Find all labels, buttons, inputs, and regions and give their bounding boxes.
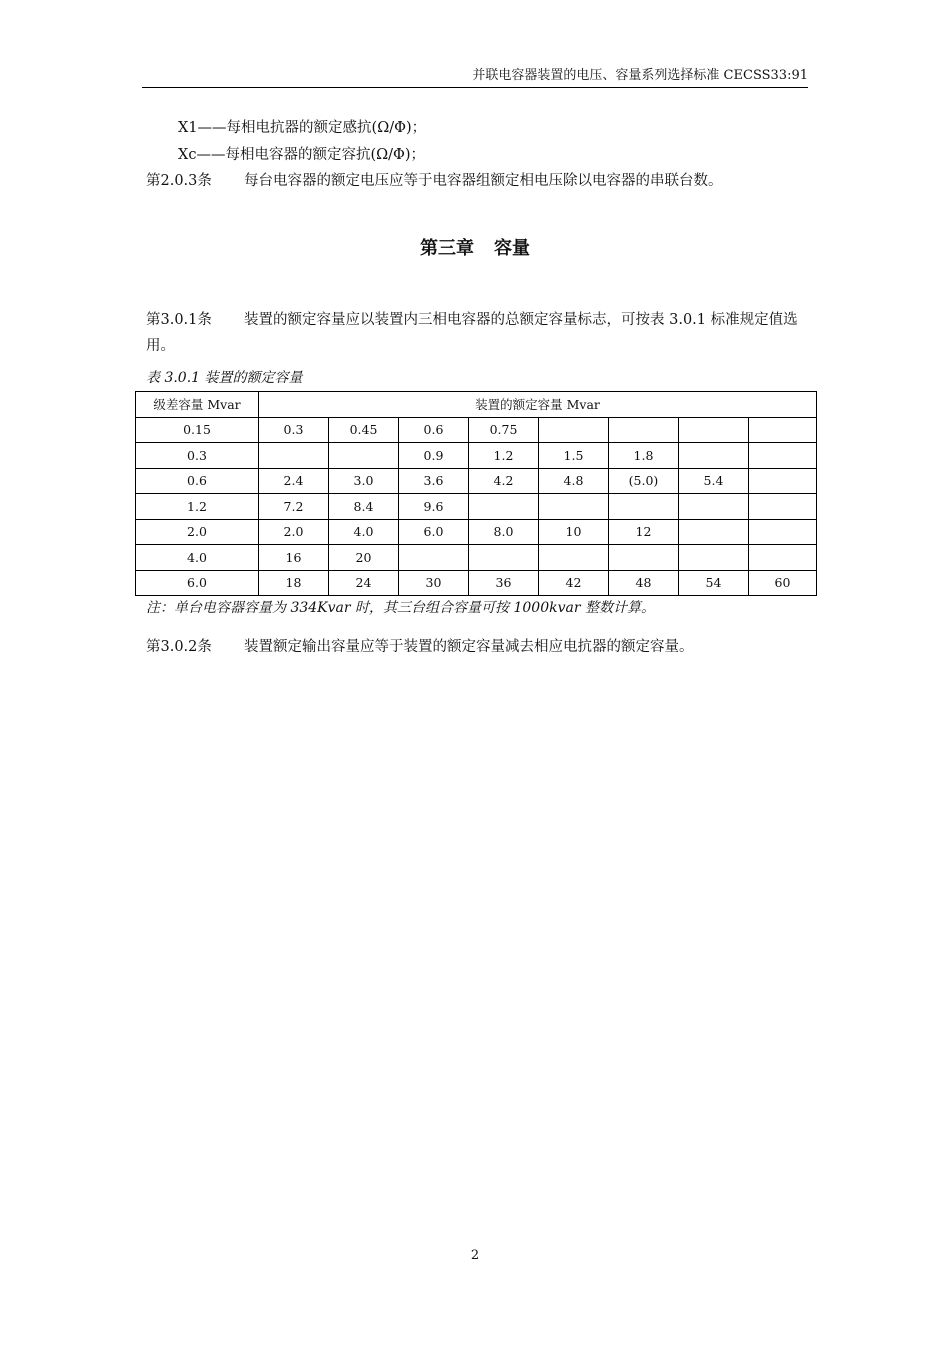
table-row — [136, 443, 817, 469]
rated-capacity-cell: 4.2 — [469, 468, 539, 494]
rated-capacity-cell: 0.9 — [399, 443, 469, 469]
rated-capacity-cell — [609, 494, 679, 520]
rated-capacity-cell: 18 — [259, 570, 329, 596]
rated-capacity-cell: 0.45 — [329, 417, 399, 443]
rated-capacity-cell: 5.4 — [679, 468, 749, 494]
rated-capacity-cell: 0.3 — [259, 417, 329, 443]
rated-capacity-cell: 9.6 — [399, 494, 469, 520]
rated-capacity-cell: 30 — [399, 570, 469, 596]
clause-number: 第3.0.2条 — [146, 639, 212, 655]
rated-capacity-cell — [749, 417, 817, 443]
rated-capacity-cell — [399, 545, 469, 571]
table-row — [136, 468, 817, 494]
rated-capacity-cell: 3.6 — [399, 468, 469, 494]
rated-capacity-cell: 3.0 — [329, 468, 399, 494]
step-capacity-cell: 0.6 — [136, 468, 259, 494]
rated-capacity-cell: 16 — [259, 545, 329, 571]
definition-xc: Xc——每相电容器的额定容抗(Ω/Φ)； — [178, 147, 426, 163]
rated-capacity-cell: 8.0 — [469, 519, 539, 545]
table-caption: 表 3.0.1 装置的额定容量 — [146, 370, 303, 386]
header-step-capacity: 级差容量 Mvar — [136, 392, 259, 418]
chapter-heading — [0, 237, 950, 261]
step-capacity-cell: 2.0 — [136, 519, 259, 545]
table-row — [136, 545, 817, 571]
rated-capacity-cell: 42 — [539, 570, 609, 596]
page-number: 2 — [470, 1248, 480, 1263]
table-note: 注：单台电容器容量为 334Kvar 时，其三台组合容量可按 1000kvar 整数计算。 — [146, 600, 655, 616]
rated-capacity-cell — [749, 519, 817, 545]
rated-capacity-table — [135, 391, 817, 596]
rated-capacity-cell — [259, 443, 329, 469]
rated-capacity-cell — [539, 545, 609, 571]
step-capacity-cell: 6.0 — [136, 570, 259, 596]
clause-3-0-1 — [146, 307, 810, 359]
rated-capacity-cell: 2.4 — [259, 468, 329, 494]
rated-capacity-cell: 54 — [679, 570, 749, 596]
rated-capacity-cell — [469, 494, 539, 520]
table-row — [136, 570, 817, 596]
rated-capacity-cell: 20 — [329, 545, 399, 571]
rated-capacity-cell — [539, 494, 609, 520]
running-header: 并联电容器装置的电压、容量系列选择标准 CECSS33:91 — [472, 68, 808, 83]
rated-capacity-cell — [749, 443, 817, 469]
rated-capacity-cell — [749, 468, 817, 494]
rated-capacity-cell: 4.0 — [329, 519, 399, 545]
clause-text: 装置的额定容量应以装置内三相电容器的总额定容量标志，可按表 3.0.1 标准规定值选用。 — [146, 312, 798, 354]
clause-3-0-2 — [146, 637, 810, 657]
rated-capacity-cell — [679, 443, 749, 469]
rated-capacity-cell: 1.2 — [469, 443, 539, 469]
rated-capacity-cell — [679, 417, 749, 443]
rated-capacity-cell: 1.8 — [609, 443, 679, 469]
rated-capacity-cell: 24 — [329, 570, 399, 596]
rated-capacity-cell: 10 — [539, 519, 609, 545]
rated-capacity-cell: 2.0 — [259, 519, 329, 545]
clause-2-0-3 — [146, 171, 816, 191]
rated-capacity-cell: 8.4 — [329, 494, 399, 520]
rated-capacity-cell — [679, 519, 749, 545]
rated-capacity-cell — [749, 545, 817, 571]
rated-capacity-cell: 7.2 — [259, 494, 329, 520]
rated-capacity-cell: 1.5 — [539, 443, 609, 469]
table-row — [136, 519, 817, 545]
table-header-row — [136, 392, 817, 418]
rated-capacity-cell — [329, 443, 399, 469]
rated-capacity-cell: 0.75 — [469, 417, 539, 443]
clause-text: 每台电容器的额定电压应等于电容器组额定相电压除以电容器的串联台数。 — [244, 173, 723, 189]
rated-capacity-cell — [539, 417, 609, 443]
table-row — [136, 417, 817, 443]
rated-capacity-cell — [609, 417, 679, 443]
rated-capacity-cell — [609, 545, 679, 571]
table-row — [136, 494, 817, 520]
clause-number: 第2.0.3条 — [146, 173, 212, 189]
rated-capacity-cell: 0.6 — [399, 417, 469, 443]
clause-text: 装置额定输出容量应等于装置的额定容量减去相应电抗器的额定容量。 — [244, 639, 694, 655]
chapter-title: 容量 — [494, 238, 530, 259]
clause-number: 第3.0.1条 — [146, 312, 212, 328]
rated-capacity-cell — [749, 494, 817, 520]
step-capacity-cell: 0.15 — [136, 417, 259, 443]
rated-capacity-cell: 12 — [609, 519, 679, 545]
rated-capacity-cell — [679, 545, 749, 571]
rated-capacity-cell — [679, 494, 749, 520]
rated-capacity-cell: 6.0 — [399, 519, 469, 545]
rated-capacity-cell — [469, 545, 539, 571]
definition-x1: X1——每相电抗器的额定感抗(Ω/Φ)； — [178, 120, 427, 136]
rated-capacity-cell: 60 — [749, 570, 817, 596]
rated-capacity-cell: 48 — [609, 570, 679, 596]
header-rule — [142, 87, 808, 88]
rated-capacity-cell: 4.8 — [539, 468, 609, 494]
chapter-number: 第三章 — [420, 238, 474, 259]
rated-capacity-cell: (5.0) — [609, 468, 679, 494]
step-capacity-cell: 1.2 — [136, 494, 259, 520]
step-capacity-cell: 4.0 — [136, 545, 259, 571]
header-rated-capacity: 装置的额定容量 Mvar — [259, 392, 817, 418]
step-capacity-cell: 0.3 — [136, 443, 259, 469]
rated-capacity-cell: 36 — [469, 570, 539, 596]
